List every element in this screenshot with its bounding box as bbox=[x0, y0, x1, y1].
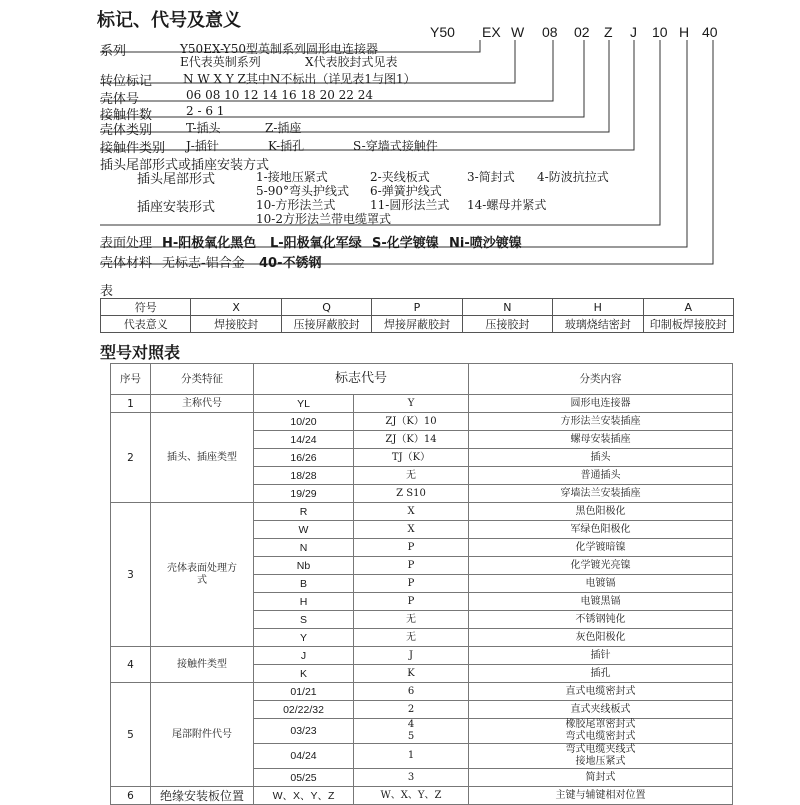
plug-tail-5: 5-90°弯头护线式 bbox=[256, 184, 349, 198]
symbol-meaning-cell: 压接胶封 bbox=[462, 316, 552, 333]
model-table-row bbox=[111, 787, 733, 805]
model-table bbox=[110, 363, 733, 805]
sub-code: P bbox=[354, 593, 469, 611]
sub-code: 1 bbox=[354, 744, 469, 769]
mark-code: 03/23 bbox=[254, 719, 354, 744]
group-feature: 主称代号 bbox=[151, 395, 254, 413]
plug-tail-4: 4-防波抗拉式 bbox=[537, 170, 609, 184]
category-content: 化学镀光亮镍 bbox=[469, 557, 733, 575]
model-table-row bbox=[111, 413, 733, 431]
symbol-meaning-cell: 焊接屏蔽胶封 bbox=[372, 316, 462, 333]
socket-mount-11: 11-圆形法兰式 bbox=[370, 198, 450, 212]
group-feature: 绝缘安装板位置 bbox=[151, 787, 254, 805]
mark-code: 18/28 bbox=[254, 467, 354, 485]
model-table-row bbox=[111, 683, 733, 701]
model-table-row bbox=[111, 503, 733, 521]
series-value-2: E代表英制系列 bbox=[180, 55, 261, 69]
category-content: 主键与辅键相对位置 bbox=[469, 787, 733, 805]
category-content: 插针 bbox=[469, 647, 733, 665]
mark-code: R bbox=[254, 503, 354, 521]
code-tail: 10 bbox=[652, 24, 668, 40]
mark-code: H bbox=[254, 593, 354, 611]
symbol-table bbox=[100, 298, 734, 333]
code-w: W bbox=[511, 24, 525, 40]
model-table-row bbox=[111, 395, 733, 413]
category-content: 圆形电连接器 bbox=[469, 395, 733, 413]
plug-tail-3: 3-简封式 bbox=[467, 170, 515, 184]
material-al: 无标志-铝合金 bbox=[162, 256, 245, 271]
sub-code: 6 bbox=[354, 683, 469, 701]
category-content: 电镀黑镉 bbox=[469, 593, 733, 611]
shell-label: 壳体号 bbox=[100, 92, 140, 107]
shell-type-label: 壳体类别 bbox=[100, 123, 153, 138]
group-number: 6 bbox=[111, 787, 151, 805]
category-content: 插头 bbox=[469, 449, 733, 467]
mark-code: 04/24 bbox=[254, 744, 354, 769]
symbol-meaning-cell: 印制板焊接胶封 bbox=[643, 316, 733, 333]
symbol-header-cell: X bbox=[191, 299, 281, 316]
category-content: 灰色阳极化 bbox=[469, 629, 733, 647]
contact-type-pin: J-插针 bbox=[186, 139, 219, 153]
group-number: 4 bbox=[111, 647, 151, 683]
mark-code: K bbox=[254, 665, 354, 683]
series-value-3: X代表胶封式见表 bbox=[305, 55, 398, 69]
mark-code: YL bbox=[254, 395, 354, 413]
category-content: 方形法兰安装插座 bbox=[469, 413, 733, 431]
category-content: 弯式电缆夹线式 接地压紧式 bbox=[469, 744, 733, 769]
code-shell: 08 bbox=[542, 24, 558, 40]
code-material: 40 bbox=[702, 24, 718, 40]
plug-tail-label: 插头尾部形式 bbox=[137, 172, 216, 187]
page-title: 标记、代号及意义 bbox=[97, 10, 241, 31]
group-number: 3 bbox=[111, 503, 151, 647]
mark-code: Y bbox=[254, 629, 354, 647]
mark-code: 02/22/32 bbox=[254, 701, 354, 719]
category-content: 直式夹线板式 bbox=[469, 701, 733, 719]
symbol-table-caption: 表 bbox=[100, 284, 114, 299]
sub-code: 2 bbox=[354, 701, 469, 719]
series-label: 系列 bbox=[100, 44, 127, 59]
category-content: 螺母安装插座 bbox=[469, 431, 733, 449]
category-content: 简封式 bbox=[469, 769, 733, 787]
shell-type-socket: Z-插座 bbox=[265, 121, 302, 135]
category-content: 不锈钢钝化 bbox=[469, 611, 733, 629]
sub-code: Z S10 bbox=[354, 485, 469, 503]
surface-label: 表面处理 bbox=[100, 236, 153, 251]
mark-code: 01/21 bbox=[254, 683, 354, 701]
symbol-header-cell: Q bbox=[281, 299, 371, 316]
sub-code: 3 bbox=[354, 769, 469, 787]
symbol-header-cell: N bbox=[462, 299, 552, 316]
group-feature: 接触件类型 bbox=[151, 647, 254, 683]
mark-code: Nb bbox=[254, 557, 354, 575]
surface-s: S-化学镀镍 bbox=[372, 236, 439, 251]
shell-value: 06 08 10 12 14 16 18 20 22 24 bbox=[186, 88, 374, 102]
sub-code: ZJ（K）10 bbox=[354, 413, 469, 431]
plug-tail-2: 2-夹线板式 bbox=[370, 170, 430, 184]
code-ex: EX bbox=[482, 24, 501, 40]
symbol-table-header-row bbox=[101, 299, 734, 316]
symbol-header-cell: H bbox=[553, 299, 643, 316]
model-table-row bbox=[111, 647, 733, 665]
category-content: 直式电缆密封式 bbox=[469, 683, 733, 701]
category-content: 普通插头 bbox=[469, 467, 733, 485]
symbol-meaning-cell: 玻璃烧结密封 bbox=[553, 316, 643, 333]
category-content: 插孔 bbox=[469, 665, 733, 683]
sub-code: 无 bbox=[354, 467, 469, 485]
sub-code: P bbox=[354, 575, 469, 593]
sub-code: TJ（K） bbox=[354, 449, 469, 467]
symbol-meaning-cell: 代表意义 bbox=[101, 316, 191, 333]
group-number: 1 bbox=[111, 395, 151, 413]
header-content: 分类内容 bbox=[469, 364, 733, 395]
material-label: 壳体材料 bbox=[100, 256, 153, 271]
sub-code: ZJ（K）14 bbox=[354, 431, 469, 449]
contacts-value: 2 - 6 1 bbox=[186, 104, 225, 118]
contacts-label: 接触件数 bbox=[100, 108, 153, 123]
shell-type-plug: T-插头 bbox=[186, 121, 221, 135]
surface-l: L-阳极氧化军绿 bbox=[270, 236, 362, 251]
category-content: 电镀镉 bbox=[469, 575, 733, 593]
header-no: 序号 bbox=[111, 364, 151, 395]
mark-code: N bbox=[254, 539, 354, 557]
material-ss: 40-不锈钢 bbox=[259, 256, 322, 271]
mark-code: 19/29 bbox=[254, 485, 354, 503]
code-shell-type: Z bbox=[604, 24, 613, 40]
symbol-meaning-cell: 焊接胶封 bbox=[191, 316, 281, 333]
header-mark: 标志代号 bbox=[254, 364, 469, 395]
group-feature: 尾部附件代号 bbox=[151, 683, 254, 787]
mark-code: S bbox=[254, 611, 354, 629]
plug-tail-6: 6-弹簧护线式 bbox=[370, 184, 442, 198]
category-content: 军绿色阳极化 bbox=[469, 521, 733, 539]
symbol-meaning-cell: 压接屏蔽胶封 bbox=[281, 316, 371, 333]
socket-mount-10: 10-方形法兰式 bbox=[256, 198, 336, 212]
code-y50: Y50 bbox=[430, 24, 455, 40]
sub-code: X bbox=[354, 503, 469, 521]
header-feature: 分类特征 bbox=[151, 364, 254, 395]
symbol-header-cell: A bbox=[643, 299, 733, 316]
mark-code: W、X、Y、Z bbox=[254, 787, 354, 805]
group-number: 5 bbox=[111, 683, 151, 787]
mark-code: W bbox=[254, 521, 354, 539]
category-content: 黑色阳极化 bbox=[469, 503, 733, 521]
code-contacts: 02 bbox=[574, 24, 590, 40]
code-surface: H bbox=[679, 24, 690, 40]
category-content: 穿墙法兰安装插座 bbox=[469, 485, 733, 503]
surface-h: H-阳极氧化黑色 bbox=[162, 236, 257, 251]
contact-type-hole: K-插孔 bbox=[268, 139, 305, 153]
contact-type-label: 接触件类别 bbox=[100, 141, 166, 156]
sub-code: W、X、Y、Z bbox=[354, 787, 469, 805]
model-table-header-row bbox=[111, 364, 733, 395]
rotation-value: N W X Y Z其中N不标出（详见表1与图1） bbox=[183, 72, 416, 86]
mark-code: J bbox=[254, 647, 354, 665]
symbol-table-meaning-row bbox=[101, 316, 734, 333]
socket-mount-10-2: 10-2方形法兰带电缆罩式 bbox=[256, 212, 391, 226]
socket-mount-14: 14-螺母并紧式 bbox=[467, 198, 547, 212]
mark-code: 10/20 bbox=[254, 413, 354, 431]
group-feature: 壳体表面处理方式 bbox=[151, 503, 254, 647]
symbol-header-cell: P bbox=[372, 299, 462, 316]
surface-ni: Ni-喷沙镀镍 bbox=[449, 236, 522, 251]
category-content: 化学镀暗镍 bbox=[469, 539, 733, 557]
socket-mount-label: 插座安装形式 bbox=[137, 200, 216, 215]
sub-code: X bbox=[354, 521, 469, 539]
mark-code: 16/26 bbox=[254, 449, 354, 467]
symbol-header-cell: 符号 bbox=[101, 299, 191, 316]
mark-code: B bbox=[254, 575, 354, 593]
sub-code: J bbox=[354, 647, 469, 665]
model-table-title: 型号对照表 bbox=[100, 343, 181, 362]
rotation-label: 转位标记 bbox=[100, 74, 153, 89]
sub-code: Y bbox=[354, 395, 469, 413]
code-contact-type: J bbox=[630, 24, 637, 40]
sub-code: K bbox=[354, 665, 469, 683]
group-feature: 插头、插座类型 bbox=[151, 413, 254, 503]
sub-code: P bbox=[354, 557, 469, 575]
plug-tail-1: 1-接地压紧式 bbox=[256, 170, 328, 184]
sub-code: P bbox=[354, 539, 469, 557]
series-value-1: Y50EX-Y50型英制系列圆形电连接器 bbox=[180, 42, 378, 56]
sub-code: 4 5 bbox=[354, 719, 469, 744]
mark-code: 14/24 bbox=[254, 431, 354, 449]
category-content: 橡胶尾罩密封式 弯式电缆密封式 bbox=[469, 719, 733, 744]
tail-label: 插头尾部形式或插座安装方式 bbox=[100, 158, 270, 173]
sub-code: 无 bbox=[354, 611, 469, 629]
group-number: 2 bbox=[111, 413, 151, 503]
contact-type-feed: S-穿墙式接触件 bbox=[353, 139, 438, 153]
sub-code: 无 bbox=[354, 629, 469, 647]
mark-code: 05/25 bbox=[254, 769, 354, 787]
